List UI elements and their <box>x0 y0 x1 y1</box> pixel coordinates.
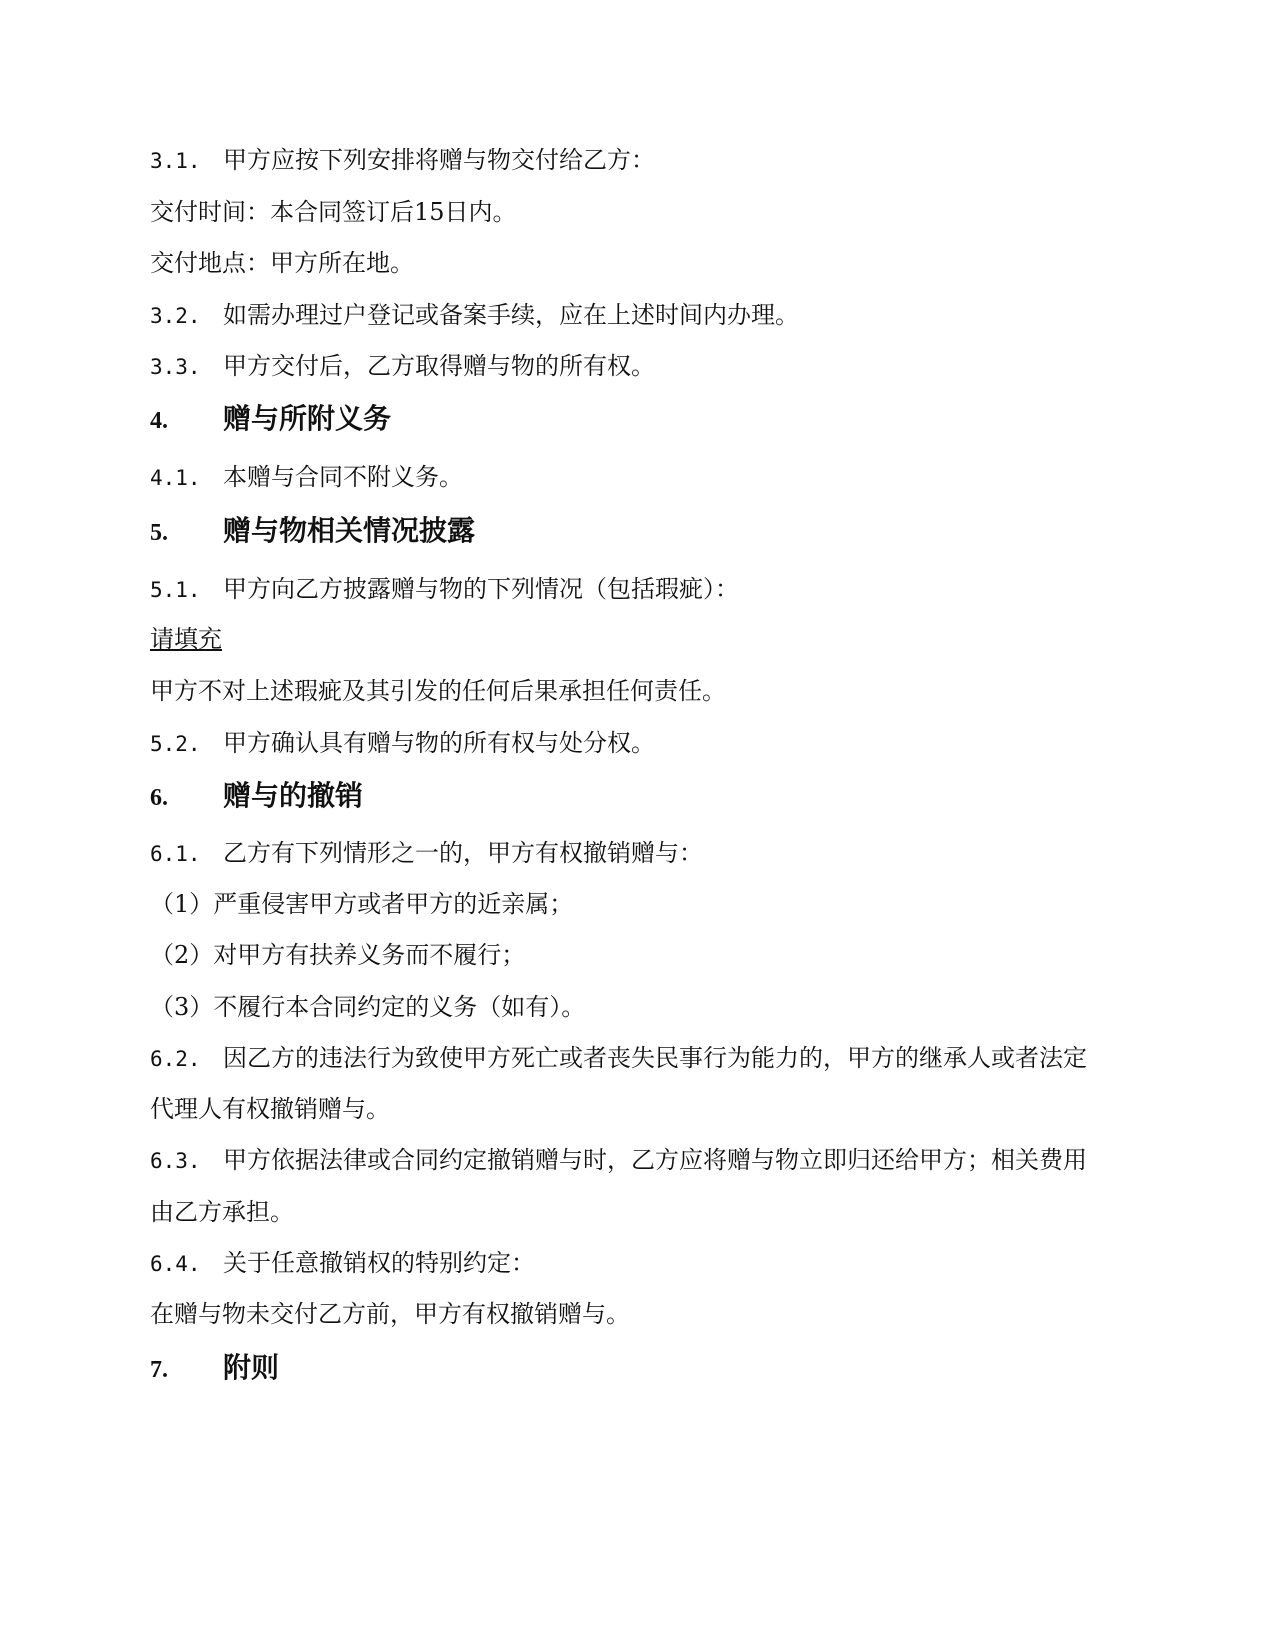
delivery-time: 交付时间：本合同签订后15日内。 <box>150 198 517 226</box>
section-6-heading <box>150 779 1130 815</box>
clause-text: 因乙方的违法行为致使甲方死亡或者丧失民事行为能力的，甲方的继承人或者法定 <box>223 1044 1087 1072</box>
clause-number: 3.3. <box>150 355 201 379</box>
clause-number: 6.1. <box>150 842 201 866</box>
delivery-place: 交付地点：甲方所在地。 <box>150 249 414 277</box>
clause-text: 乙方有下列情形之一的，甲方有权撤销赠与： <box>223 839 703 867</box>
clause-text: 本赠与合同不附义务。 <box>223 463 463 491</box>
clause-6-2 <box>150 1041 1130 1076</box>
clause-6-1 <box>150 836 1130 871</box>
clause-3-2 <box>150 298 1130 333</box>
fill-in-placeholder <box>150 622 1130 656</box>
clause-3-1 <box>150 143 1130 178</box>
clause-3-3 <box>150 349 1130 384</box>
clause-number: 3.2. <box>150 304 201 328</box>
clause-text: 甲方应按下列安排将赠与物交付给乙方： <box>223 146 655 174</box>
special-agreement: 在赠与物未交付乙方前，甲方有权撤销赠与。 <box>150 1300 630 1328</box>
clause-4-1 <box>150 460 1130 495</box>
section-number: 5. <box>150 520 168 546</box>
section-number: 4. <box>150 408 168 434</box>
clause-text: 甲方依据法律或合同约定撤销赠与时，乙方应将赠与物立即归还给甲方；相关费用 <box>223 1146 1087 1174</box>
section-7-heading <box>150 1351 1130 1387</box>
fill-in-text: 请填充 <box>150 625 222 653</box>
section-5-heading <box>150 514 1130 550</box>
clause-number: 5.2. <box>150 732 201 756</box>
clause-text: 关于任意撤销权的特别约定： <box>223 1249 535 1277</box>
section-4-heading <box>150 402 1130 438</box>
clause-text: 甲方确认具有赠与物的所有权与处分权。 <box>223 729 655 757</box>
section-title: 附则 <box>223 1351 280 1384</box>
section-number: 6. <box>150 785 168 811</box>
clause-6-2-continued: 代理人有权撤销赠与。 <box>150 1095 390 1123</box>
clause-text: 甲方向乙方披露赠与物的下列情况（包括瑕疵）： <box>223 575 739 603</box>
clause-number: 4.1. <box>150 466 201 490</box>
list-item: （2）对甲方有扶养义务而不履行； <box>150 941 526 969</box>
clause-number: 6.3. <box>150 1149 201 1173</box>
clause-6-3-continued: 由乙方承担。 <box>150 1198 294 1226</box>
clause-number: 5.1. <box>150 578 201 602</box>
clause-5-2 <box>150 726 1130 761</box>
section-number: 7. <box>150 1357 168 1383</box>
clause-number: 3.1. <box>150 149 201 173</box>
clause-text: 如需办理过户登记或备案手续，应在上述时间内办理。 <box>223 301 799 329</box>
section-title: 赠与物相关情况披露 <box>223 514 476 547</box>
disclaimer: 甲方不对上述瑕疵及其引发的任何后果承担任何责任。 <box>150 677 726 705</box>
clause-6-4 <box>150 1246 1130 1281</box>
section-title: 赠与的撤销 <box>223 779 364 812</box>
list-item: （3）不履行本合同约定的义务（如有）。 <box>150 993 586 1021</box>
clause-6-3 <box>150 1143 1130 1178</box>
clause-5-1 <box>150 572 1130 607</box>
clause-number: 6.4. <box>150 1252 201 1276</box>
clause-number: 6.2. <box>150 1047 201 1071</box>
list-item: （1）严重侵害甲方或者甲方的近亲属； <box>150 890 574 918</box>
clause-text: 甲方交付后，乙方取得赠与物的所有权。 <box>223 352 655 380</box>
section-title: 赠与所附义务 <box>223 402 392 435</box>
